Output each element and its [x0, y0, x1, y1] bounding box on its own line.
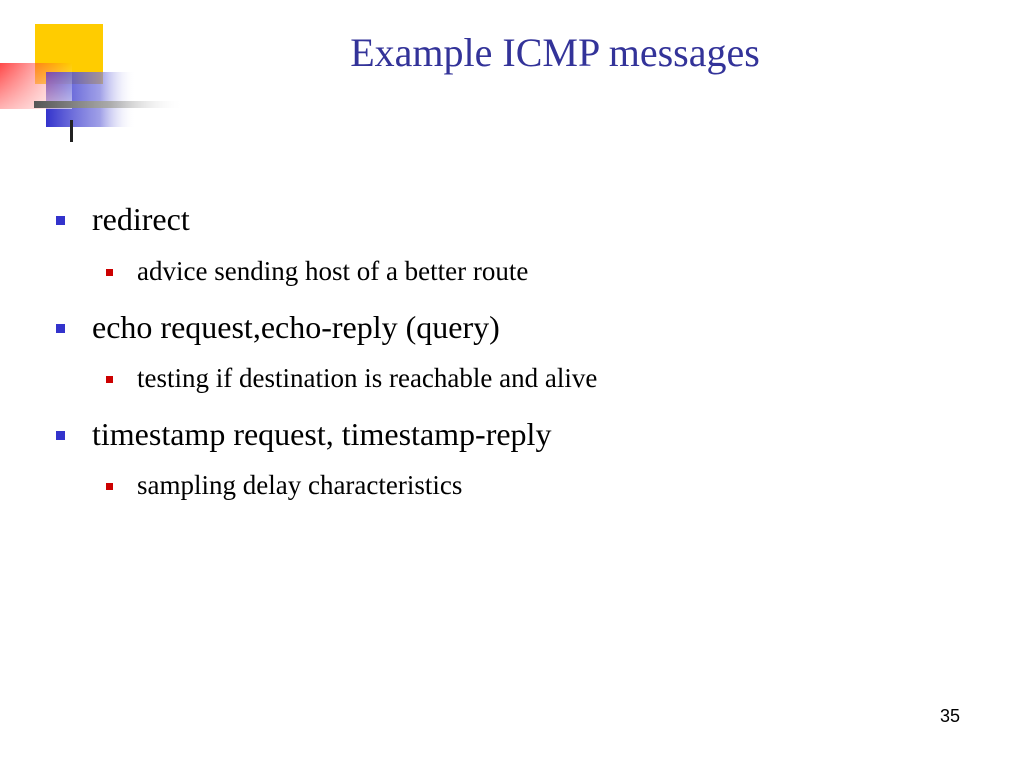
sub-bullet-square-icon	[106, 269, 113, 276]
sub-bullet-text: testing if destination is reachable and alive	[137, 363, 598, 393]
bullet-item	[92, 418, 551, 450]
bullet-text: timestamp request, timestamp-reply	[92, 416, 552, 452]
page-number: 35	[939, 706, 960, 726]
bullet-text: echo request,echo-reply (query)	[92, 309, 500, 345]
bullet-item	[92, 203, 190, 235]
bullet-item	[92, 311, 500, 343]
slide-title: Example ICMP messages	[350, 30, 760, 75]
bullet-text: redirect	[92, 201, 190, 237]
bullet-square-icon	[56, 431, 65, 440]
sub-bullet-square-icon	[106, 376, 113, 383]
sub-bullet-square-icon	[106, 483, 113, 490]
bullet-square-icon	[56, 216, 65, 225]
sub-bullet-item	[137, 258, 528, 285]
sub-bullet-item	[137, 472, 462, 499]
sub-bullet-text: advice sending host of a better route	[137, 256, 529, 286]
sub-bullet-text: sampling delay characteristics	[137, 470, 463, 500]
bullet-square-icon	[56, 324, 65, 333]
sub-bullet-item	[137, 365, 597, 392]
